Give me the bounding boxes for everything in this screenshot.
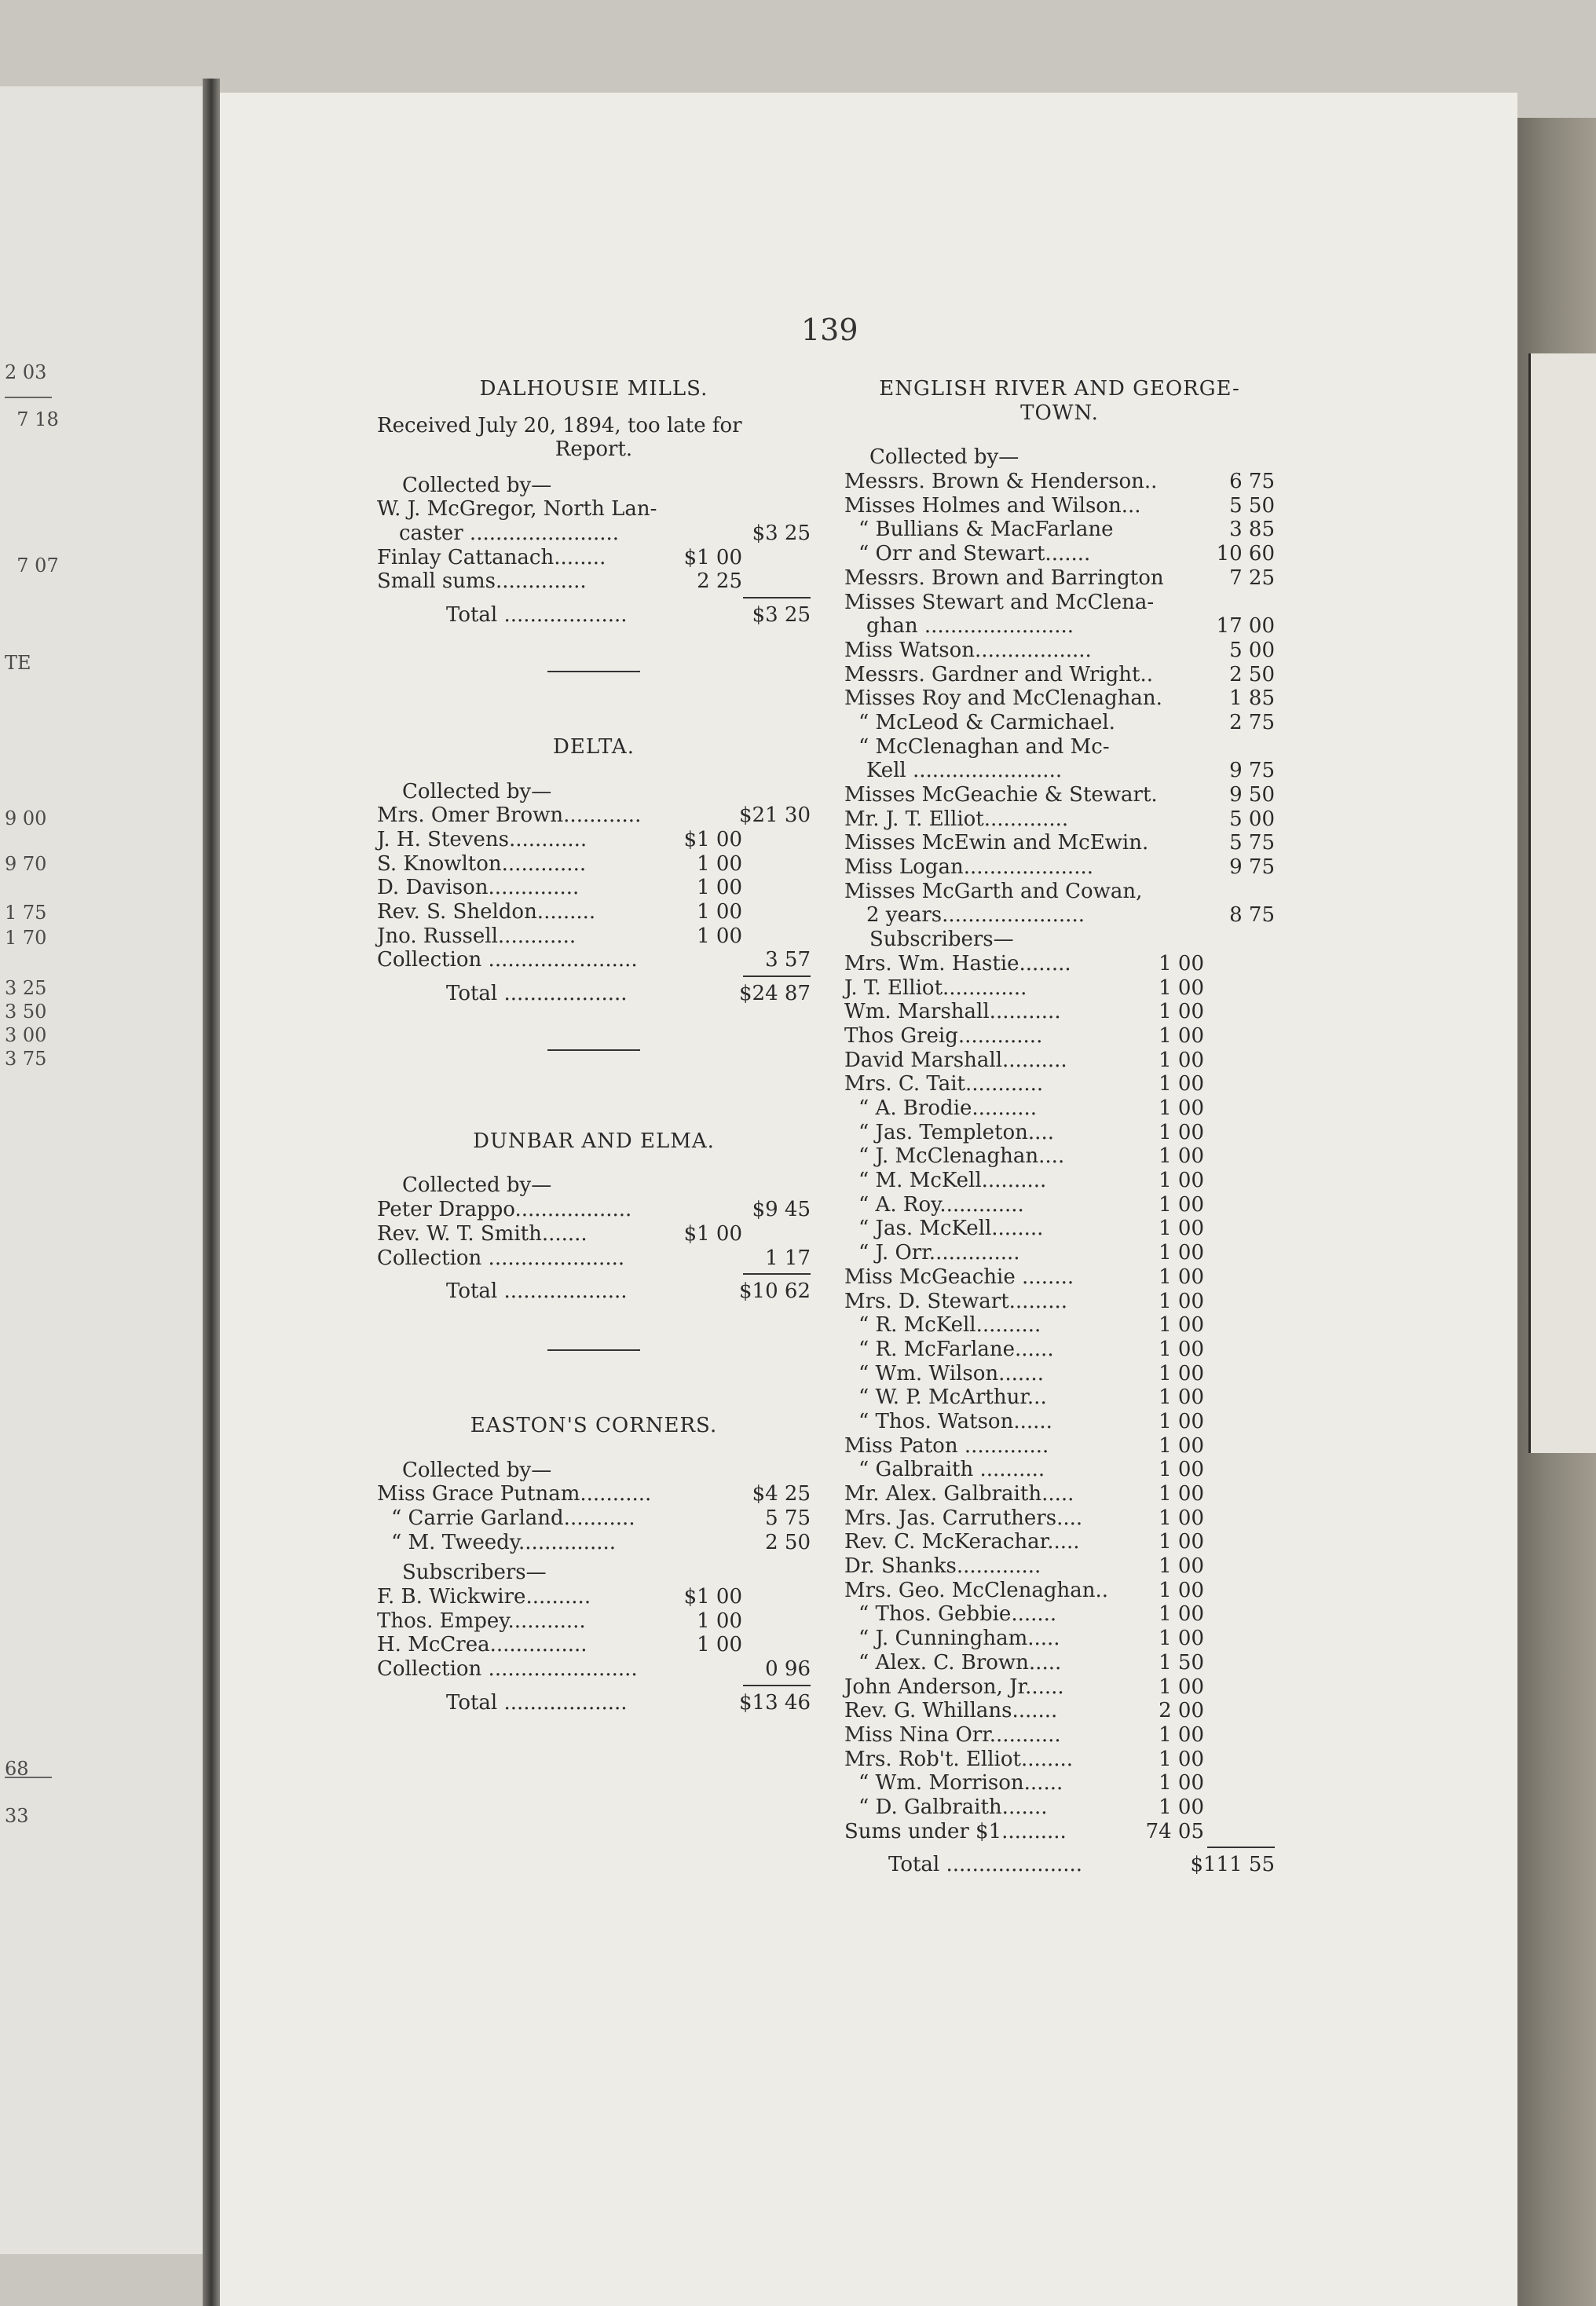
entry-row [844,1000,1275,1024]
note-line: Report. [555,437,633,461]
entry-name: Misses Holmes and Wilson... [844,493,1141,518]
entry-row [844,1024,1275,1049]
facing-page-text: 68 [5,1758,29,1780]
entry-name: Miss Watson.................. [844,638,1092,662]
entry-amount: 1 00 [1159,975,1204,1000]
entry-row [844,1530,1275,1554]
entry-row [844,1602,1275,1627]
page-edge [1517,118,1596,2306]
sum-rule [377,1682,811,1691]
entry-name: “ A. Brodie.......... [858,1096,1038,1120]
sum-rule [377,972,811,982]
entry-name: David Marshall.......... [844,1048,1067,1072]
entry-name: Misses McEwin and McEwin. [844,831,1149,855]
entry-name: “ D. Galbraith....... [858,1795,1048,1819]
entry-name: “ J. Cunningham..... [858,1627,1060,1651]
entry-amount: 5 50 [1229,493,1275,518]
entry-row [377,1531,811,1555]
facing-page-text: TE [5,652,31,674]
entry-amount: 2 50 [765,1530,811,1554]
entry-row [844,494,1275,518]
section-title-dunbar: DUNBAR AND ELMA. [473,1129,715,1153]
entry-name: “ Wm. Morrison...... [858,1771,1063,1795]
entry-name: “ Jas. McKell........ [858,1217,1044,1241]
dalhousie-entries [377,497,811,594]
entry-row [844,711,1275,735]
dunbar-entries [377,1198,811,1270]
entry-amount: 1 00 [697,900,742,924]
facing-page-text: 3 75 [5,1048,47,1070]
entry-name: Peter Drappo.................. [377,1198,632,1222]
entry-amount: 9 75 [1229,759,1275,783]
entry-amount: 17 00 [1216,614,1275,639]
entry-amount: 1 00 [1159,1722,1204,1747]
facing-page-text: 3 25 [5,977,47,999]
entry-name: H. McCrea............... [377,1633,588,1657]
entry-amount: 1 00 [1159,1482,1204,1506]
entry-name: “ McLeod & Carmichael. [858,710,1115,734]
entry-row [844,470,1275,494]
entry-row [844,518,1275,542]
entry-name: 2 years...................... [866,903,1085,928]
entry-row [844,1627,1275,1651]
entry-row [377,924,811,949]
entry-amount: $1 00 [683,827,742,851]
section-title-eastons: EASTON'S CORNERS. [470,1413,718,1437]
entry-name: Mrs. Omer Brown............ [377,803,642,828]
entry-amount: 1 00 [1159,1023,1204,1048]
entry-name: John Anderson, Jr...... [844,1675,1064,1699]
entry-name: Collection ....................... [377,1657,638,1682]
entry-name: “ R. McFarlane...... [858,1337,1054,1361]
entry-name: Rev. S. Sheldon......... [377,900,596,924]
total-amount: $10 62 [739,1279,811,1304]
facing-page-fragment [0,86,203,2254]
entry-name: caster ....................... [399,522,620,546]
entry-name: Messrs. Brown & Henderson.. [844,470,1158,494]
entry-name: Miss Nina Orr........... [844,1722,1061,1747]
entry-amount: 74 05 [1145,1819,1204,1843]
eastons-entries [377,1482,811,1554]
entry-row [844,566,1275,591]
entry-name: Messrs. Brown and Barrington [844,566,1164,590]
entry-row [377,876,811,900]
entry-amount: 1 00 [1159,1530,1204,1554]
entry-amount: 2 75 [1229,710,1275,734]
entry-amount: $4 25 [752,1482,811,1506]
entry-row [377,1222,811,1246]
entry-name: J. T. Elliot............. [844,975,1027,1000]
entry-name: Rev. W. T. Smith....... [377,1221,588,1246]
entry-name: Jno. Russell............ [377,924,577,948]
entry-row [844,976,1275,1001]
late-receipt-note [377,414,811,461]
entry-amount: 1 00 [1159,1578,1204,1602]
entry-name: Wm. Marshall........... [844,1000,1061,1024]
entry-amount: 3 57 [765,948,811,972]
entry-amount: 7 25 [1229,566,1275,590]
entry-row [377,1198,811,1222]
collected-by-label: Collected by— [402,473,552,497]
right-column [844,377,1275,1877]
section-title-delta: DELTA. [553,734,635,759]
entry-row [377,828,811,852]
total-label: Total ..................... [888,1853,1083,1877]
entry-amount: 1 50 [1159,1650,1204,1675]
entry-row [377,1657,811,1682]
entry-row [844,1579,1275,1603]
sum-rule [844,1843,1275,1853]
entry-amount: 1 00 [1159,1192,1204,1217]
entry-name: “ A. Roy............. [858,1192,1024,1217]
collected-by-label: Collected by— [402,779,552,803]
entry-row [844,1554,1275,1579]
entry-name: “ Alex. C. Brown..... [858,1650,1062,1675]
entry-name: Miss Paton ............. [844,1433,1049,1458]
entry-name: Collection ....................... [377,948,638,972]
entry-row [844,591,1275,615]
entry-row [844,1699,1275,1723]
entry-row [844,1072,1275,1096]
entry-row [844,639,1275,663]
entry-row [377,1506,811,1531]
entry-amount: 9 75 [1229,855,1275,880]
entry-row [844,1049,1275,1073]
entry-row [844,880,1275,904]
entry-row [844,1193,1275,1217]
entry-amount: 1 00 [697,851,742,876]
entry-row [844,1771,1275,1795]
entry-amount: 1 00 [697,1609,742,1633]
entry-amount: 1 00 [1159,1120,1204,1144]
eastons-subscriber-entries [377,1585,811,1682]
entry-amount: 1 00 [1159,1169,1204,1193]
entry-amount: 5 00 [1229,638,1275,662]
entry-amount: 2 00 [1159,1699,1204,1723]
entry-amount: 1 00 [1159,1289,1204,1313]
entry-name: “ Carrie Garland........... [391,1506,635,1530]
entry-amount: 1 00 [1159,1217,1204,1241]
entry-row [377,1585,811,1609]
entry-name: Misses Stewart and McClena- [844,590,1155,614]
entry-row [844,1820,1275,1844]
entry-row [844,1675,1275,1700]
entry-name: Mrs. C. Tait............ [844,1072,1044,1096]
page-edge-tab [1528,353,1596,1453]
entry-name: Messrs. Gardner and Wright.. [844,662,1153,686]
entry-row [844,1144,1275,1169]
entry-name: S. Knowlton............. [377,851,587,876]
entry-amount: 2 50 [1229,662,1275,686]
entry-name: Miss Logan.................... [844,855,1093,880]
entry-amount: 1 00 [1159,1627,1204,1651]
facing-page-text: 1 75 [5,902,47,924]
entry-name: Misses McGeachie & Stewart. [844,783,1158,807]
entry-row [377,522,811,546]
entry-name: “ Jas. Templeton.... [858,1120,1054,1144]
entry-amount: 1 17 [765,1246,811,1270]
entry-row [844,1410,1275,1434]
entry-name: Rev. C. McKerachar..... [844,1530,1080,1554]
entry-name: Finlay Cattanach........ [377,545,606,569]
english-river-entries [844,470,1275,928]
entry-amount: 1 00 [1159,1385,1204,1410]
entry-row [844,1313,1275,1338]
entry-name: “ Thos. Gebbie....... [858,1602,1057,1627]
entry-name: Misses McGarth and Cowan, [844,879,1143,903]
entry-row [377,1482,811,1506]
entry-row [844,1434,1275,1459]
entry-amount: 1 00 [697,876,742,900]
entry-amount: 1 00 [1159,1458,1204,1482]
entry-row [844,831,1275,855]
entry-row [844,735,1275,760]
collected-by-label: Collected by— [869,445,1019,470]
entry-row [844,807,1275,832]
entry-amount: 1 00 [1159,951,1204,975]
english-river-subscriber-entries [844,952,1275,1843]
entry-row [844,1290,1275,1314]
entry-row [377,852,811,877]
entry-amount: 8 75 [1229,903,1275,928]
facing-page-text: 9 00 [5,807,47,829]
entry-name: Miss McGeachie ........ [844,1265,1074,1289]
entry-amount: 1 00 [1159,1675,1204,1699]
entry-amount: 5 00 [1229,807,1275,831]
entry-amount: 10 60 [1216,542,1275,566]
entry-name: Mrs. Jas. Carruthers.... [844,1506,1083,1530]
entry-name: D. Davison.............. [377,876,580,900]
entry-amount: 1 00 [1159,1361,1204,1385]
entry-amount: 1 00 [1159,1747,1204,1771]
entry-amount: $21 30 [739,803,811,828]
entry-amount: 5 75 [765,1506,811,1530]
left-column [377,377,811,1715]
entry-name: Collection ..................... [377,1246,625,1270]
entry-amount: 9 50 [1229,783,1275,807]
entry-row [844,1169,1275,1193]
entry-name: ghan ....................... [866,614,1074,639]
entry-name: “ Wm. Wilson....... [858,1361,1044,1385]
entry-row [844,663,1275,687]
total-row [377,1279,811,1304]
entry-name: “ McClenaghan and Mc- [858,734,1110,759]
facing-page-text: 3 50 [5,1001,47,1023]
entry-amount: 1 00 [1159,1000,1204,1024]
entry-name: J. H. Stevens............ [377,827,588,851]
entry-amount: 1 00 [1159,1072,1204,1096]
entry-amount: $1 00 [683,1221,742,1246]
entry-row [844,1748,1275,1772]
entry-amount: 1 00 [1159,1096,1204,1120]
entry-amount: 1 00 [1159,1409,1204,1433]
page-number: 139 [801,313,858,347]
entry-amount: 1 00 [697,924,742,948]
entry-name: Miss Grace Putnam........... [377,1482,652,1506]
entry-row [377,497,811,522]
facing-page-text: 3 00 [5,1024,47,1046]
total-label: Total ................... [446,603,628,628]
total-amount: $24 87 [739,982,811,1006]
sum-rule [377,594,811,603]
note-line: Received July 20, 1894, too late for [377,413,742,437]
entry-amount: 2 25 [697,569,742,594]
subscribers-label: Subscribers— [869,928,1014,952]
entry-row [377,803,811,828]
facing-page-text: 2 03 [5,361,47,383]
entry-name: “ M. Tweedy............... [391,1530,616,1554]
entry-name: “ Bullians & MacFarlane [858,518,1114,542]
entry-name: “ Thos. Watson...... [858,1409,1052,1433]
entry-row [377,569,811,594]
delta-entries [377,803,811,972]
facing-page-text: 9 70 [5,853,47,875]
entry-row [377,1246,811,1271]
entry-name: W. J. McGregor, North Lan- [377,497,657,522]
entry-amount: $1 00 [683,545,742,569]
entry-amount: 1 00 [1159,1554,1204,1579]
facing-page-rule [5,1777,52,1778]
entry-amount: 1 00 [1159,1144,1204,1169]
entry-row [844,1458,1275,1482]
title-line: ENGLISH RIVER AND GEORGE- [879,377,1240,401]
entry-amount: 1 00 [697,1633,742,1657]
entry-amount: 1 00 [1159,1506,1204,1530]
entry-name: F. B. Wickwire.......... [377,1585,591,1609]
book-gutter [203,79,220,2306]
entry-amount: 0 96 [765,1657,811,1682]
entry-row [844,952,1275,976]
entry-name: “ R. McKell.......... [858,1313,1041,1338]
total-amount: $13 46 [739,1690,811,1715]
entry-amount: $9 45 [752,1198,811,1222]
entry-name: Mr. Alex. Galbraith..... [844,1482,1074,1506]
section-title-dalhousie: DALHOUSIE MILLS. [479,377,708,401]
entry-row [844,1338,1275,1362]
entry-row [844,1385,1275,1410]
entry-row [844,1795,1275,1820]
entry-name: Mrs. D. Stewart......... [844,1289,1068,1313]
entry-amount: 6 75 [1229,470,1275,494]
subscribers-label: Subscribers— [402,1561,547,1585]
entry-name: Misses Roy and McClenaghan. [844,686,1162,711]
entry-amount: $3 25 [752,522,811,546]
entry-row [844,1362,1275,1386]
entry-row [377,1633,811,1657]
facing-page-text: 1 70 [5,927,47,949]
entry-row [844,783,1275,807]
facing-page-rule [5,397,52,398]
entry-amount: 1 00 [1159,1265,1204,1289]
entry-row [844,542,1275,566]
entry-name: Mrs. Rob't. Elliot........ [844,1747,1074,1771]
entry-name: “ W. P. McArthur... [858,1385,1047,1410]
entry-amount: 1 00 [1159,1048,1204,1072]
entry-row [844,1096,1275,1121]
entry-amount: 1 00 [1159,1313,1204,1338]
entry-amount: 1 00 [1159,1771,1204,1795]
entry-amount: 5 75 [1229,831,1275,855]
entry-amount: 1 00 [1159,1241,1204,1265]
entry-name: Mr. J. T. Elliot............. [844,807,1069,831]
entry-row [844,686,1275,711]
entry-amount: 1 00 [1159,1602,1204,1627]
entry-amount: 1 85 [1229,686,1275,711]
entry-name: Mrs. Wm. Hastie........ [844,951,1071,975]
entry-name: Small sums.............. [377,569,587,594]
entry-row [377,1609,811,1634]
facing-page-text: 7 07 [5,555,59,576]
entry-row [844,1217,1275,1241]
entry-row [844,1265,1275,1290]
entry-amount: 1 00 [1159,1795,1204,1819]
total-amount: $111 55 [1190,1853,1275,1877]
entry-name: Dr. Shanks............. [844,1554,1041,1579]
entry-amount: 3 85 [1229,518,1275,542]
title-line: TOWN. [1020,401,1099,425]
entry-name: Rev. G. Whillans....... [844,1699,1058,1723]
entry-name: Kell ....................... [866,759,1063,783]
entry-name: “ Galbraith .......... [858,1458,1045,1482]
entry-name: “ M. McKell.......... [858,1169,1047,1193]
entry-row [844,759,1275,783]
total-row [844,1853,1275,1877]
sum-rule [377,1270,811,1279]
total-label: Total ................... [446,1690,628,1715]
facing-page-text: 33 [5,1805,29,1827]
entry-row [844,855,1275,880]
entry-row [377,948,811,972]
entry-row [844,1506,1275,1531]
total-amount: $3 25 [752,603,811,628]
entry-row [844,1482,1275,1506]
entry-name: “ J. McClenaghan.... [858,1144,1065,1169]
entry-row [844,1651,1275,1675]
facing-page-text: 7 18 [5,408,59,430]
entry-row [377,900,811,924]
entry-amount: $1 00 [683,1585,742,1609]
entry-row [377,546,811,570]
total-row [377,603,811,628]
entry-name: Mrs. Geo. McClenaghan.. [844,1578,1108,1602]
entry-row [844,1121,1275,1145]
entry-row [844,1241,1275,1265]
entry-amount: 1 00 [1159,1433,1204,1458]
total-row [377,1691,811,1715]
entry-row [844,1723,1275,1748]
entry-name: “ Orr and Stewart....... [858,542,1091,566]
entry-row [844,614,1275,639]
total-label: Total ................... [446,982,628,1006]
entry-name: Thos Greig............. [844,1023,1043,1048]
section-title-english-river [844,377,1275,425]
entry-row [844,903,1275,928]
total-row [377,982,811,1006]
collected-by-label: Collected by— [402,1173,552,1198]
entry-name: “ J. Orr.............. [858,1241,1020,1265]
entry-amount: 1 00 [1159,1337,1204,1361]
total-label: Total ................... [446,1279,628,1304]
entry-name: Sums under $1.......... [844,1819,1067,1843]
entry-name: Thos. Empey............ [377,1609,586,1633]
collected-by-label: Collected by— [402,1458,552,1482]
